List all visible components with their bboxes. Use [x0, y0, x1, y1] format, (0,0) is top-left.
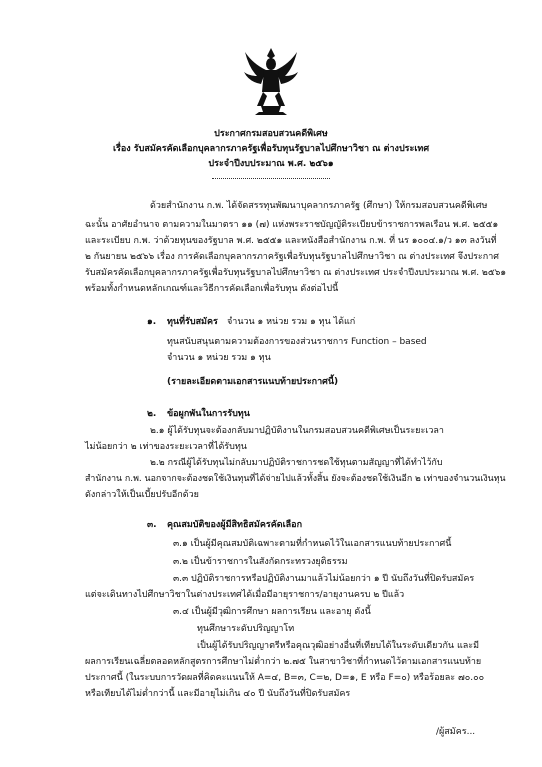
- section3-line: ๓.๓ ปฏิบัติราชการหรือปฏิบัติงานมาแล้วไม่น้อยกว่า ๑ ปี นับถึงวันที่ปิดรับสมัคร: [173, 574, 475, 584]
- intro-line: ด้วยสำนักงาน ก.พ. ได้จัดสรรทุนพัฒนาบุคลากรภาครัฐ (ศึกษา) ให้กรมสอบสวนคดีพิเศษ: [150, 201, 488, 211]
- section1-detail: จำนวน ๑ หน่วย รวม ๑ ทุน ได้แก่: [227, 317, 356, 327]
- section3-number: ๓.: [147, 520, 157, 530]
- section3-line: ประกาศนี้ (ในระบบการวัดผลที่คิดคะแนนให้ A=๔, B=๓, C=๒, D=๑, E หรือ F=๐) หรือร้อยละ ๗๐.๐๐: [85, 673, 485, 683]
- section3-line: ทุนศึกษาระดับปริญญาโท: [197, 624, 295, 634]
- section1-heading: ทุนที่รับสมัคร: [167, 317, 218, 327]
- section3-line: เป็นผู้ได้รับปริญญาตรีหรือคุณวุฒิอย่างอื่นที่เทียบได้ในระดับเดียวกัน และมี: [197, 641, 480, 651]
- section3-line: ๓.๑ เป็นผู้มีคุณสมบัติเฉพาะตามที่กำหนดไว้ในเอกสารแนบท้ายประกาศนี้: [173, 539, 452, 549]
- section1-line: จำนวน ๑ หน่วย รวม ๑ ทุน: [167, 353, 271, 363]
- intro-line: รับสมัครคัดเลือกบุคลากรภาครัฐเพื่อรับทุนรัฐบาลไปศึกษาวิชา ณ ต่างประเทศ ประจำปีงบประมาณ พ.ศ. ๒๕๖๑: [85, 268, 507, 278]
- section3-line: หรือเทียบได้ไม่ต่ำกว่านี้ และมีอายุไม่เกิน ๔๐ ปี นับถึงวันที่ปิดรับสมัคร: [85, 689, 351, 699]
- section2-line: ๒.๒ กรณีผู้ได้รับทุนไม่กลับมาปฏิบัติราชการชดใช้ทุนตามสัญญาที่ได้ทำไว้กับ: [150, 458, 443, 468]
- section1-note: (รายละเอียดตามเอกสารแนบท้ายประกาศนี้): [167, 377, 339, 387]
- intro-line: พร้อมทั้งกำหนดหลักเกณฑ์และวิธีการคัดเลือกเพื่อรับทุน ดังต่อไปนี้: [85, 284, 339, 294]
- intro-line: ๒ กันยายน ๒๕๖๖ เรื่อง การคัดเลือกบุคลากรภาครัฐเพื่อรับทุนรัฐบาลไปศึกษาวิชา ณ ต่างประเทศ จึงประกาศ: [85, 252, 499, 262]
- section2-heading: ข้อผูกพันในการรับทุน: [167, 409, 250, 419]
- announcement-title: ประกาศกรมสอบสวนคดีพิเศษ: [214, 129, 328, 139]
- section2-line: ไม่น้อยกว่า ๒ เท่าของระยะเวลาที่ได้รับทุน: [85, 442, 247, 452]
- intro-line: และระเบียบ ก.พ. ว่าด้วยทุนของรัฐบาล พ.ศ. ๒๕๕๑ และหนังสือสำนักงาน ก.พ. ที่ นร ๑๐๐๔.๑/ว ๑๓ ลงวันที่: [85, 236, 497, 246]
- divider: [212, 178, 330, 179]
- section1-number: ๑.: [147, 317, 157, 327]
- page-continuation: /ผู้สมัคร...: [436, 727, 476, 737]
- section2-line: ๒.๑ ผู้ได้รับทุนจะต้องกลับมาปฏิบัติงานในกรมสอบสวนคดีพิเศษเป็นระยะเวลา: [150, 426, 444, 436]
- section3-line: ผลการเรียนเฉลี่ยตลอดหลักสูตรการศึกษาไม่ต่ำกว่า ๒.๗๕ ในสาขาวิชาที่กำหนดไว้ตามเอกสารแนบท้าย: [85, 657, 482, 667]
- announcement-subject: เรื่อง รับสมัครคัดเลือกบุคลากรภาครัฐเพื่อรับทุนรัฐบาลไปศึกษาวิชา ณ ต่างประเทศ: [112, 144, 430, 154]
- announcement-fiscal-year: ประจำปีงบประมาณ พ.ศ. ๒๕๖๑: [208, 159, 334, 169]
- garuda-emblem-icon: [243, 46, 299, 116]
- section2-line: ดังกล่าวให้เป็นเบี้ยปรับอีกด้วย: [85, 490, 199, 500]
- intro-line: ฉะนั้น อาศัยอำนาจ ตามความในมาตรา ๑๑ (๗) แห่งพระราชบัญญัติระเบียบข้าราชการพลเรือน พ.ศ. ๒๕๕๑: [85, 220, 499, 230]
- section3-line: ๓.๒ เป็นข้าราชการในสังกัดกระทรวงยุติธรรม: [173, 557, 348, 567]
- section3-line: ๓.๔ เป็นผู้มีวุฒิการศึกษา ผลการเรียน และอายุ ดังนี้: [173, 607, 371, 617]
- section3-line: แต่จะเดินทางไปศึกษาวิชาในต่างประเทศได้เมื่อมีอายุราชการ/อายุงานครบ ๒ ปีแล้ว: [85, 590, 405, 600]
- section2-line: สำนักงาน ก.พ. นอกจากจะต้องชดใช้เงินทุนที่ได้จ่ายไปแล้วทั้งสิ้น ยังจะต้องชดใช้เงินอีก ๒ เท่าของจำนวนเงินทุน: [85, 474, 506, 484]
- section3-heading: คุณสมบัติของผู้มีสิทธิสมัครคัดเลือก: [167, 520, 303, 530]
- section2-number: ๒.: [147, 409, 157, 419]
- section1-line: ทุนสนับสนุนตามความต้องการของส่วนราชการ Function – based: [167, 337, 427, 347]
